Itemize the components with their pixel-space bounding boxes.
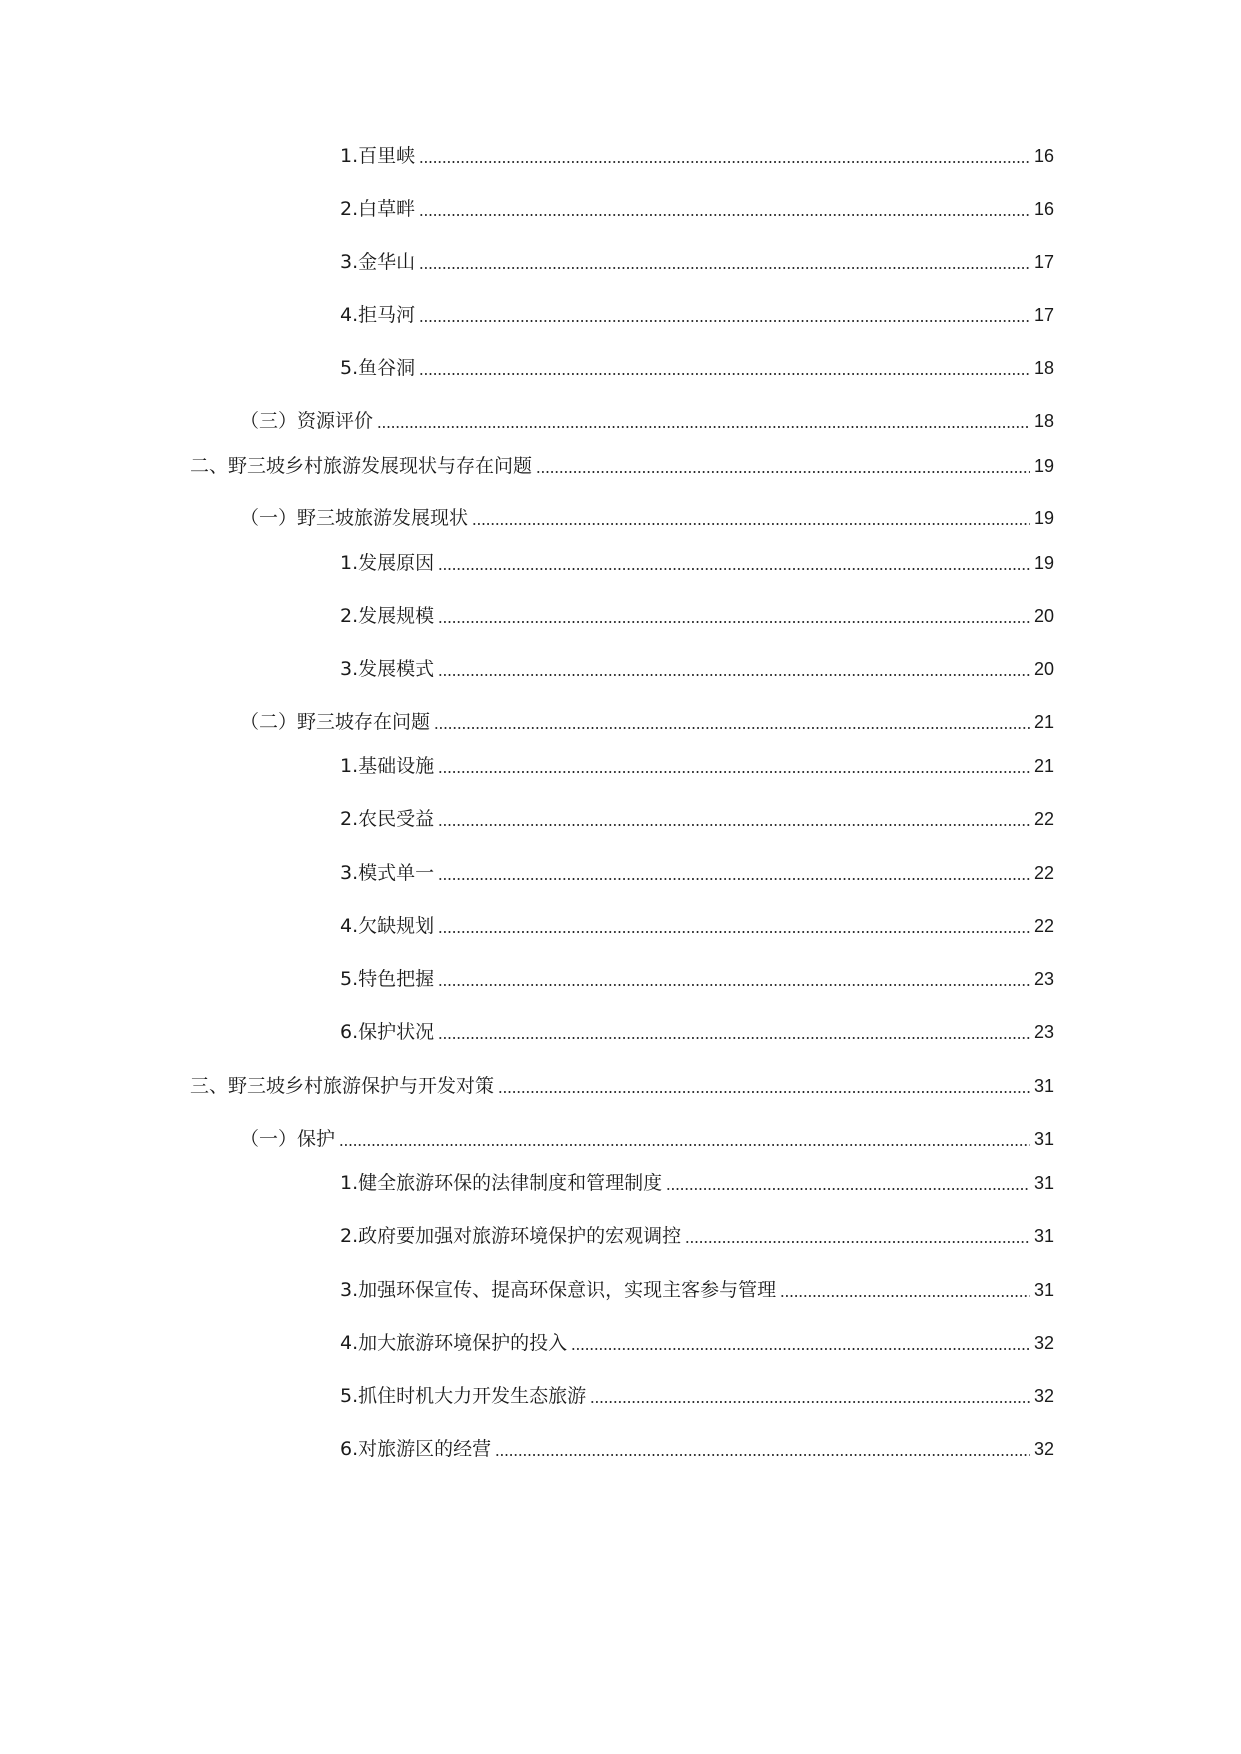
toc-entry[interactable] [340, 964, 1054, 994]
toc-entry-page-number: 16 [1033, 146, 1054, 166]
dot-leader [419, 320, 1030, 322]
toc-entry[interactable] [340, 601, 1054, 631]
toc-entry[interactable] [340, 1434, 1054, 1464]
toc-entry-title: 2.发展规模 [340, 605, 435, 627]
dot-leader [339, 1144, 1030, 1146]
toc-entry[interactable] [240, 503, 1054, 533]
toc-entry-title: 5.鱼谷洞 [340, 357, 416, 379]
dot-leader [685, 1241, 1030, 1243]
dot-leader [495, 1454, 1030, 1456]
dot-leader [666, 1188, 1030, 1190]
toc-entry-title: 2.白草畔 [340, 198, 416, 220]
toc-entry[interactable] [340, 1221, 1054, 1251]
toc-entry-title: （一）保护 [240, 1128, 336, 1150]
dot-leader [434, 727, 1030, 729]
dot-leader [438, 984, 1030, 986]
toc-entry-title: 6.对旅游区的经营 [340, 1438, 492, 1460]
toc-entry-page-number: 18 [1033, 411, 1054, 431]
dot-leader [419, 161, 1030, 163]
dot-leader [498, 1091, 1030, 1093]
toc-entry-title: 4.欠缺规划 [340, 915, 435, 937]
toc-entry-page-number: 19 [1033, 456, 1054, 476]
dot-leader [419, 214, 1030, 216]
toc-entry[interactable] [240, 406, 1054, 436]
toc-entry-page-number: 32 [1033, 1333, 1054, 1353]
toc-entry-page-number: 22 [1033, 809, 1054, 829]
dot-leader [419, 373, 1030, 375]
toc-entry[interactable] [340, 548, 1054, 578]
dot-leader [438, 674, 1030, 676]
toc-entry-title: 5.抓住时机大力开发生态旅游 [340, 1385, 587, 1407]
toc-entry[interactable] [240, 1124, 1054, 1154]
dot-leader [571, 1348, 1030, 1350]
toc-entry[interactable] [340, 1275, 1054, 1305]
toc-entry-title: 2.农民受益 [340, 808, 435, 830]
toc-entry-page-number: 20 [1033, 659, 1054, 679]
toc-entry-page-number: 22 [1033, 863, 1054, 883]
dot-leader [377, 426, 1030, 428]
toc-entry[interactable] [340, 654, 1054, 684]
toc-entry[interactable] [340, 858, 1054, 888]
toc-entry[interactable] [340, 1017, 1054, 1047]
toc-entry[interactable] [340, 141, 1054, 171]
toc-entry-title: 二、野三坡乡村旅游发展现状与存在问题 [190, 455, 533, 477]
toc-entry-title: 1.健全旅游环保的法律制度和管理制度 [340, 1172, 663, 1194]
toc-entry-page-number: 16 [1033, 199, 1054, 219]
toc-entry-page-number: 23 [1033, 1022, 1054, 1042]
toc-entry-page-number: 17 [1033, 305, 1054, 325]
dot-leader [438, 1037, 1030, 1039]
toc-entry-title: （三）资源评价 [240, 410, 374, 432]
toc-entry-title: 三、野三坡乡村旅游保护与开发对策 [190, 1075, 495, 1097]
toc-entry-page-number: 22 [1033, 916, 1054, 936]
toc-entry-page-number: 32 [1033, 1439, 1054, 1459]
toc-entry-title: 4.拒马河 [340, 304, 416, 326]
toc-entry[interactable] [340, 247, 1054, 277]
toc-entry-page-number: 21 [1033, 756, 1054, 776]
toc-entry-title: 2.政府要加强对旅游环境保护的宏观调控 [340, 1225, 682, 1247]
dot-leader [438, 568, 1030, 570]
toc-entry-page-number: 19 [1033, 508, 1054, 528]
toc-entry-title: （一）野三坡旅游发展现状 [240, 507, 469, 529]
toc-entry-title: （二）野三坡存在问题 [240, 711, 431, 733]
toc-entry-title: 3.加强环保宣传、提高环保意识，实现主客参与管理 [340, 1279, 777, 1301]
dot-leader [438, 621, 1030, 623]
toc-entry-title: 3.发展模式 [340, 658, 435, 680]
toc-entry-page-number: 23 [1033, 969, 1054, 989]
dot-leader [780, 1295, 1030, 1297]
toc-entry-title: 6.保护状况 [340, 1021, 435, 1043]
toc-entry-page-number: 32 [1033, 1386, 1054, 1406]
toc-entry-title: 1.百里峡 [340, 145, 416, 167]
toc-entry[interactable] [190, 1071, 1054, 1101]
dot-leader [438, 824, 1030, 826]
toc-entry-title: 1.基础设施 [340, 755, 435, 777]
toc-entry-title: 3.金华山 [340, 251, 416, 273]
toc-entry-title: 4.加大旅游环境保护的投入 [340, 1332, 568, 1354]
toc-entry-page-number: 31 [1033, 1129, 1054, 1149]
toc-entry[interactable] [340, 1381, 1054, 1411]
dot-leader [536, 471, 1030, 473]
dot-leader [472, 523, 1030, 525]
toc-entry[interactable] [240, 707, 1054, 737]
toc-entry-title: 5.特色把握 [340, 968, 435, 990]
toc-entry-page-number: 17 [1033, 252, 1054, 272]
toc-entry-page-number: 31 [1033, 1226, 1054, 1246]
dot-leader [590, 1401, 1030, 1403]
dot-leader [438, 771, 1030, 773]
toc-entry[interactable] [340, 300, 1054, 330]
toc-entry[interactable] [340, 1328, 1054, 1358]
toc-entry-page-number: 19 [1033, 553, 1054, 573]
toc-entry-page-number: 18 [1033, 358, 1054, 378]
toc-entry-page-number: 20 [1033, 606, 1054, 626]
toc-entry-title: 3.模式单一 [340, 862, 435, 884]
toc-entry[interactable] [340, 353, 1054, 383]
toc-entry-page-number: 31 [1033, 1076, 1054, 1096]
toc-entry[interactable] [340, 804, 1054, 834]
toc-entry[interactable] [340, 1168, 1054, 1198]
toc-entry-page-number: 31 [1033, 1280, 1054, 1300]
toc-entry-page-number: 21 [1033, 712, 1054, 732]
toc-entry-page-number: 31 [1033, 1173, 1054, 1193]
toc-entry[interactable] [340, 751, 1054, 781]
dot-leader [419, 267, 1030, 269]
toc-entry-title: 1.发展原因 [340, 552, 435, 574]
toc-entry[interactable] [190, 451, 1054, 481]
toc-entry[interactable] [340, 911, 1054, 941]
dot-leader [438, 878, 1030, 880]
dot-leader [438, 931, 1030, 933]
toc-entry[interactable] [340, 194, 1054, 224]
